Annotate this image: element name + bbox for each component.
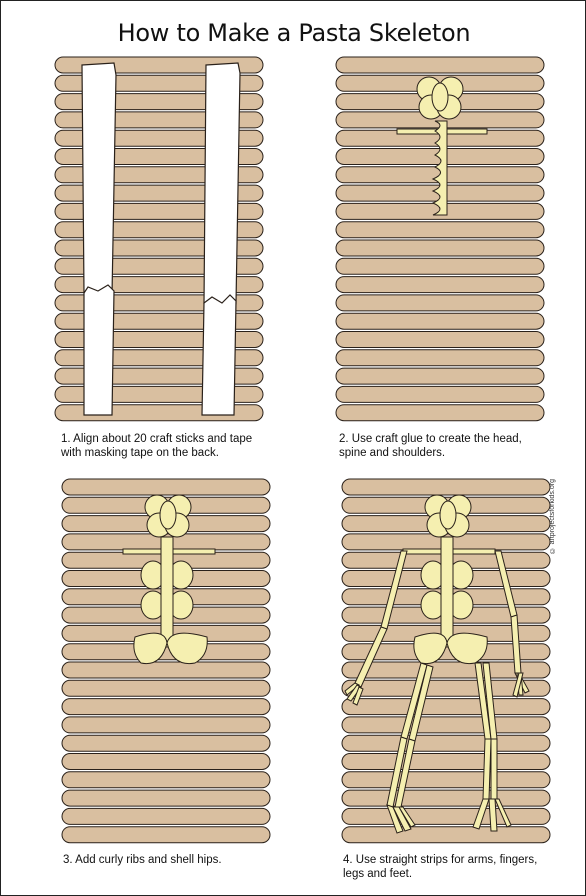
- page-title: How to Make a Pasta Skeleton: [117, 19, 471, 47]
- craft-stick: [336, 240, 544, 256]
- skeleton-head: [417, 77, 463, 119]
- craft-stick: [336, 405, 544, 421]
- craft-stick: [62, 808, 270, 824]
- craft-stick: [342, 790, 550, 806]
- step-1-caption: 1. Align about 20 craft sticks and tape with masking tape on the back.: [61, 433, 253, 459]
- tape-strip-bottom-right: [202, 295, 236, 415]
- craft-stick: [336, 295, 544, 311]
- step-4-illustration: [341, 477, 553, 847]
- craft-stick: [62, 790, 270, 806]
- pasta-spine: [441, 537, 453, 647]
- craft-stick: [342, 827, 550, 843]
- craft-stick: [336, 313, 544, 329]
- craft-stick: [342, 699, 550, 715]
- pasta-spine: [161, 537, 173, 647]
- skeleton-head: [425, 495, 471, 537]
- craft-stick: [342, 754, 550, 770]
- step-3-caption: 3. Add curly ribs and shell hips.: [63, 854, 222, 866]
- step-3-panel: [61, 477, 273, 847]
- craft-stick: [342, 735, 550, 751]
- site-credit: © artprojectsforkids.org: [549, 479, 556, 554]
- craft-stick: [342, 772, 550, 788]
- step-4-panel: [341, 477, 553, 847]
- craft-stick: [336, 222, 544, 238]
- craft-stick: [62, 717, 270, 733]
- craft-stick: [62, 754, 270, 770]
- craft-stick: [336, 332, 544, 348]
- step-3-illustration: [61, 477, 273, 847]
- skeleton-head: [145, 495, 191, 537]
- craft-stick: [342, 808, 550, 824]
- craft-stick: [336, 258, 544, 274]
- step-1-illustration: [54, 55, 266, 425]
- step-2-panel: [335, 55, 547, 425]
- step-2-caption: 2. Use craft glue to create the head, spine and shoulders.: [339, 433, 522, 459]
- craft-stick: [62, 699, 270, 715]
- craft-stick: [342, 717, 550, 733]
- craft-stick: [62, 662, 270, 678]
- craft-stick: [336, 386, 544, 402]
- craft-stick: [336, 350, 544, 366]
- craft-stick: [336, 277, 544, 293]
- craft-stick: [62, 735, 270, 751]
- craft-stick: [62, 680, 270, 696]
- craft-stick: [62, 772, 270, 788]
- craft-stick: [62, 827, 270, 843]
- craft-stick: [342, 479, 550, 495]
- step-4-caption: 4. Use straight strips for arms, fingers, legs and feet.: [343, 854, 538, 880]
- step-1-panel: [54, 55, 266, 425]
- craft-stick: [336, 57, 544, 73]
- tape-strip-bottom-left: [84, 285, 114, 415]
- step-2-illustration: [335, 55, 547, 425]
- tape-strip-top-right: [204, 63, 240, 305]
- craft-stick: [62, 479, 270, 495]
- tape-strip-top-left: [82, 63, 116, 299]
- craft-stick: [336, 368, 544, 384]
